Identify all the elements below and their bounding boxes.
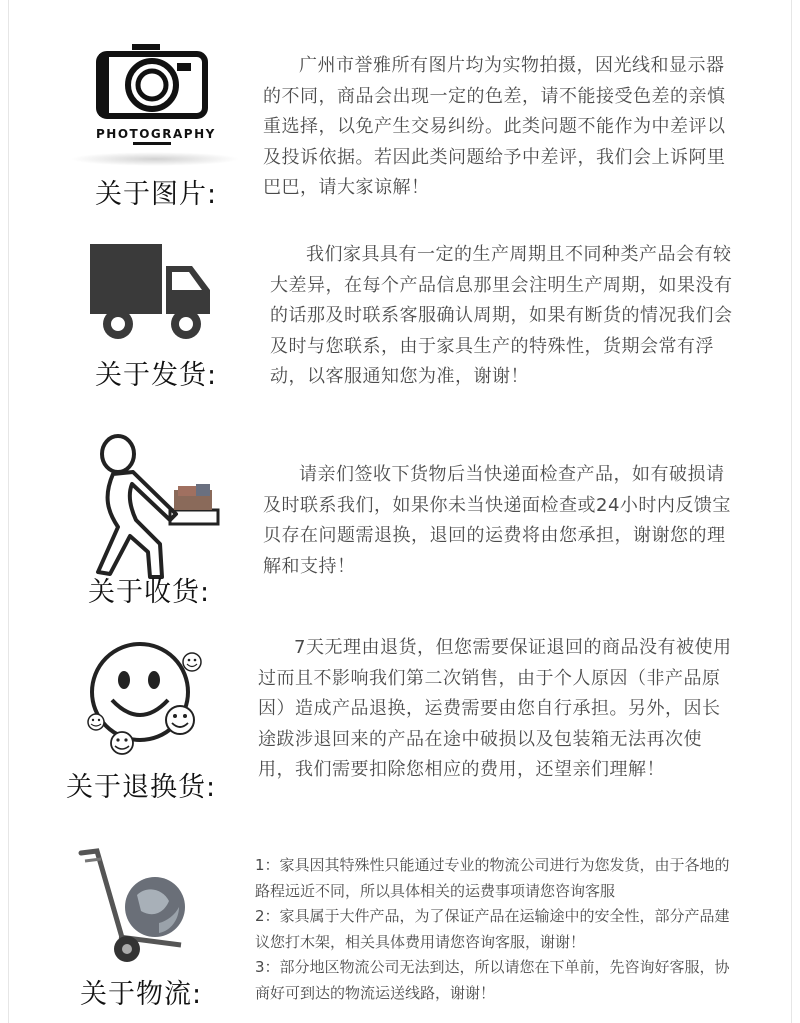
- section-text: 请亲们签收下货物后当快递面检查产品，如有破损请及时联系我们，如果你未当快递面检查或24小时内反馈宝贝存在问题需退换，退回的运费将由您承担，谢谢您的理解和支持！: [263, 464, 731, 577]
- section-heading: 关于收货:: [88, 577, 211, 608]
- section-heading: 关于图片:: [95, 179, 218, 210]
- section-heading: 关于发货:: [95, 360, 218, 391]
- icon-caption: PHOTOGRAPHY: [96, 127, 216, 141]
- list-item: 3：部分地区物流公司无法到达，所以请您在下单前，先咨询好客服，协商好可到达的物流运送线路，谢谢！: [255, 958, 730, 1002]
- section-heading: 关于物流:: [80, 979, 203, 1010]
- section-shipping: [0, 225, 800, 395]
- smiley-faces-icon: [82, 630, 212, 760]
- section-returns: [0, 625, 800, 810]
- section-heading: 关于退换货:: [66, 772, 217, 803]
- section-text: 我们家具具有一定的生产周期且不同种类产品会有较大差异，在每个产品信息那里会注明生产周期，如果没有的话那及时联系客服确认周期，如果有断货的情况我们会及时与您联系，由于家具生产的特殊性，货期会常有浮动，以客服通知您为准，谢谢！: [270, 244, 733, 387]
- list-item: 2：家具属于大件产品，为了保证产品在运输途中的安全性，部分产品建议您打木架，相关具体费用请您咨询客服，谢谢！: [255, 907, 730, 951]
- section-text: 广州市誉雅所有图片均为实物拍摄，因光线和显示器的不同，商品会出现一定的色差，请不能接受色差的亲慎重选择，以免产生交易纠纷。此类问题不能作为中差评以及投诉依据。若因此类问题给予中差评，我们会上诉阿里巴巴，请大家谅解！: [263, 55, 726, 198]
- section-text: 7天无理由退货，但您需要保证退回的商品没有被使用过而且不影响我们第二次销售，由于个人原因（非产品原因）造成产品退换，运费需要由您自行承担。另外，因长途跋涉退回来的产品在途中破损以及包装箱无法再次使用，我们需要扣除您相应的费用，还望亲们理解！: [258, 637, 732, 780]
- section-receiving: [0, 420, 800, 610]
- truck-icon: [88, 240, 213, 340]
- hand-truck-globe-icon: [75, 845, 195, 970]
- delivery-person-icon: [78, 432, 228, 582]
- icon-shadow: [70, 152, 240, 166]
- section-logistics: [0, 840, 800, 1020]
- section-photos: [0, 0, 800, 215]
- logistics-list: [255, 853, 740, 1006]
- list-item: 1：家具因其特殊性只能通过专业的物流公司进行为您发货，由于各地的路程远近不同，所以具体相关的运费事项请您咨询客服: [255, 856, 730, 900]
